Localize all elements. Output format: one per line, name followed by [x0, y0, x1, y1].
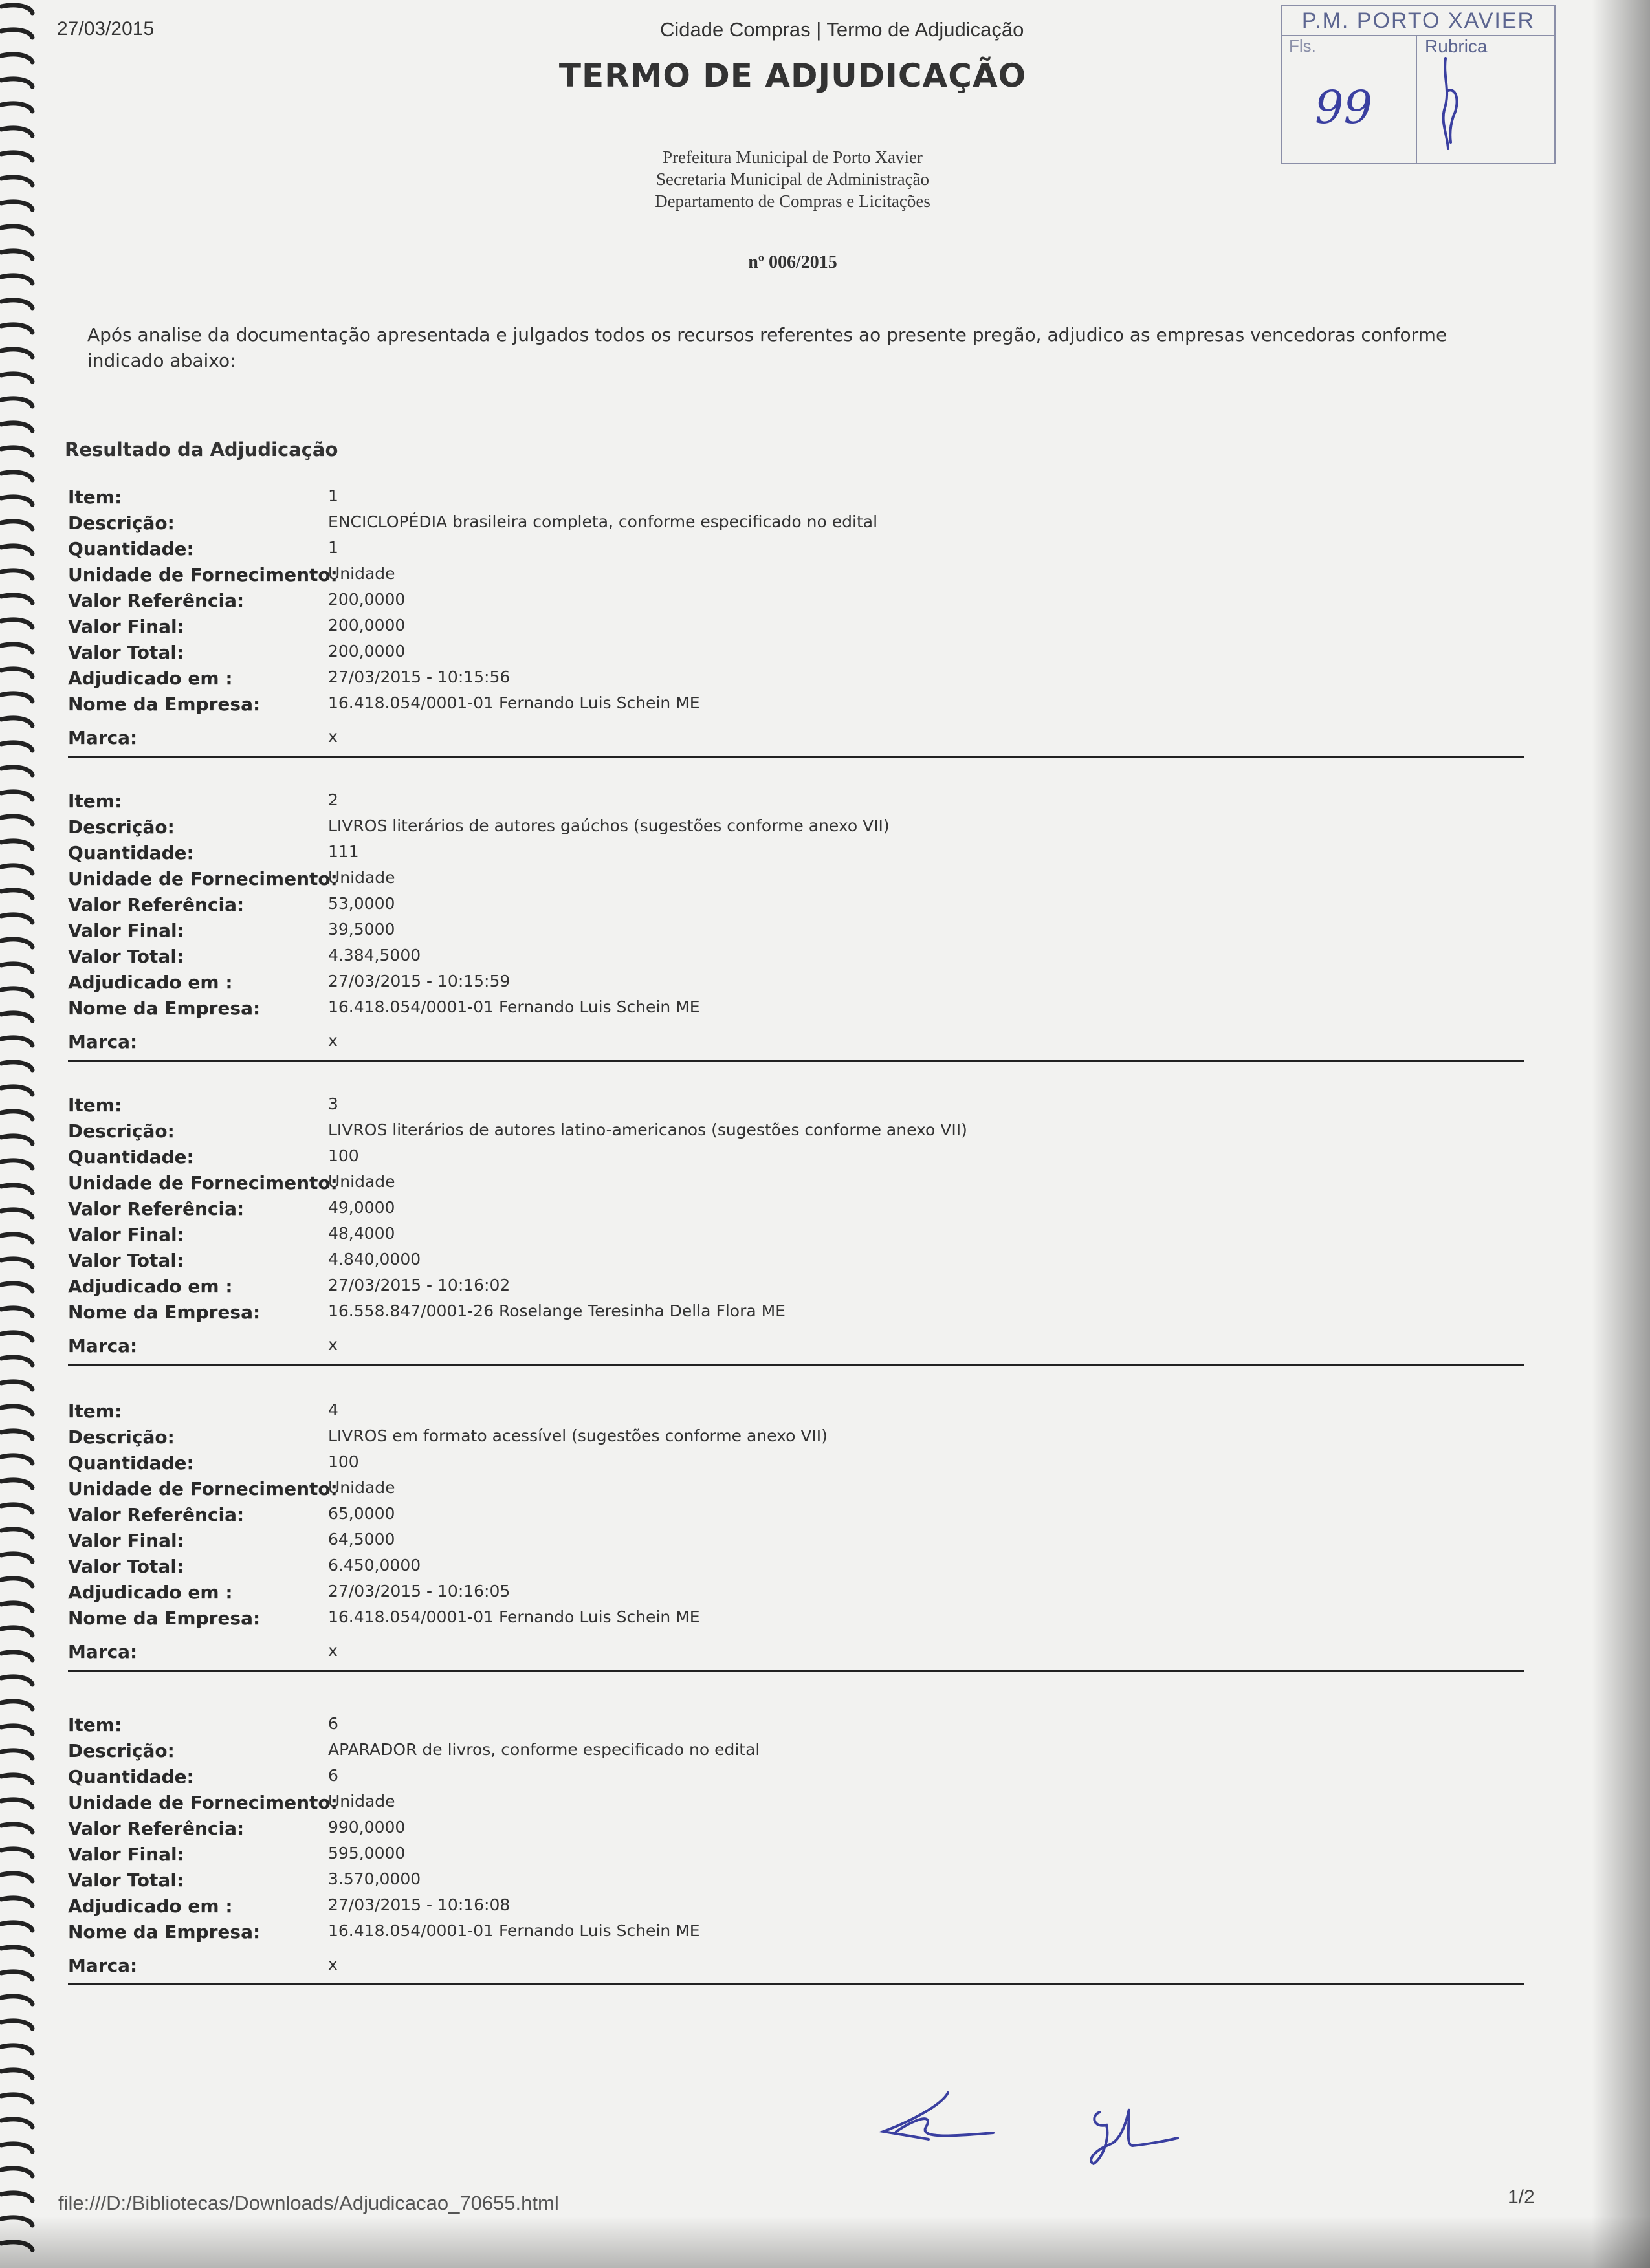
spiral-coil [1, 1701, 32, 1709]
field-value: x [328, 1031, 338, 1050]
field-label: Descrição: [68, 512, 175, 534]
print-date: 27/03/2015 [57, 18, 155, 39]
spiral-coil [1, 423, 32, 431]
field-label: Nome da Empresa: [68, 1302, 261, 1323]
field-value: 48,4000 [328, 1224, 395, 1243]
field-label: Valor Total: [68, 1870, 184, 1891]
spiral-coil [1, 1087, 32, 1095]
field-value: Unidade [328, 564, 395, 583]
field-value: 27/03/2015 - 10:16:02 [328, 1276, 511, 1294]
field-label: Item: [68, 1095, 122, 1116]
field-label: Nome da Empresa: [68, 1608, 261, 1629]
field-label: Descrição: [68, 1120, 175, 1142]
field-value: Unidade [328, 868, 395, 887]
spiral-coil [1, 5, 32, 13]
field-label: Item: [68, 486, 122, 508]
field-label: Descrição: [68, 816, 175, 838]
field-value: 990,0000 [328, 1818, 406, 1837]
item-divider [68, 1670, 1524, 1672]
field-value: x [328, 727, 338, 746]
field-value: 1 [328, 486, 338, 505]
spiral-coil [1, 915, 32, 922]
field-label: Valor Total: [68, 1250, 184, 1271]
spiral-coil [1, 1873, 32, 1881]
field-value: 4.840,0000 [328, 1250, 421, 1269]
spiral-coil [1, 1849, 32, 1857]
spiral-coil [1, 1136, 32, 1144]
field-label: Unidade de Fornecimento: [68, 1172, 338, 1194]
spiral-coil [1, 1652, 32, 1660]
field-value: Unidade [328, 1172, 395, 1191]
field-value: 3.570,0000 [328, 1870, 421, 1888]
spiral-coil [1, 1996, 32, 2004]
field-label: Item: [68, 1714, 122, 1736]
spiral-coil [1, 2119, 32, 2127]
field-label: Unidade de Fornecimento: [68, 1792, 338, 1813]
spiral-coil [1, 1333, 32, 1340]
spiral-coil [1, 1603, 32, 1611]
spiral-coil [1, 1505, 32, 1512]
field-value: LIVROS em formato acessível (sugestões conforme anexo VII) [328, 1426, 828, 1445]
field-value: 6.450,0000 [328, 1556, 421, 1575]
field-label: Quantidade: [68, 1452, 194, 1474]
spiral-coil [1, 1062, 32, 1070]
spiral-coil [1, 472, 32, 480]
stamp-folio-number: 99 [1315, 81, 1373, 134]
stamp-rubrica-label: Rubrica [1425, 36, 1488, 56]
field-label: Valor Final: [68, 1844, 184, 1865]
spiral-coil [1, 276, 32, 283]
org-line-2: Secretaria Municipal de Administração [655, 169, 930, 189]
field-label: Adjudicado em : [68, 1276, 233, 1297]
field-value: 27/03/2015 - 10:16:05 [328, 1582, 511, 1600]
section-title: Resultado da Adjudicação [65, 439, 338, 461]
field-value: 16.418.054/0001-01 Fernando Luis Schein ME [328, 1921, 700, 1940]
field-value: 16.418.054/0001-01 Fernando Luis Schein ME [328, 998, 700, 1016]
field-value: 16.558.847/0001-26 Roselange Teresinha Della Flora ME [328, 1302, 786, 1320]
spiral-coil [1, 374, 32, 382]
spiral-coil [1, 497, 32, 505]
item-divider [68, 1364, 1524, 1366]
spiral-coil [1, 30, 32, 38]
spiral-coil [1, 1898, 32, 1906]
footer-page-number: 1/2 [1508, 2186, 1535, 2208]
spiral-coil [1, 1824, 32, 1832]
spiral-coil [1, 1234, 32, 1242]
field-label: Valor Referência: [68, 1818, 245, 1839]
field-value: x [328, 1641, 338, 1660]
stamp-title: P.M. PORTO XAVIER [1282, 6, 1554, 36]
spiral-coil [1, 1677, 32, 1685]
spiral-coil [1, 1382, 32, 1390]
field-label: Valor Final: [68, 920, 184, 941]
spiral-coil [1, 1406, 32, 1414]
field-value: LIVROS literários de autores gaúchos (sugestões conforme anexo VII) [328, 816, 890, 835]
field-value: 200,0000 [328, 616, 406, 635]
field-label: Nome da Empresa: [68, 998, 261, 1019]
spiral-coil [1, 1185, 32, 1193]
spiral-coil [1, 669, 32, 677]
spiral-coil [1, 1800, 32, 1807]
field-label: Quantidade: [68, 538, 194, 560]
field-label: Quantidade: [68, 842, 194, 864]
field-label: Marca: [68, 1641, 138, 1663]
document-title: TERMO DE ADJUDICAÇÃO [558, 57, 1027, 94]
field-value: 595,0000 [328, 1844, 406, 1862]
spiral-coil [1, 2070, 32, 2078]
field-value: ENCICLOPÉDIA brasileira completa, conforme especificado no edital [328, 512, 878, 531]
spiral-coil [1, 743, 32, 750]
field-label: Descrição: [68, 1740, 175, 1761]
field-label: Unidade de Fornecimento: [68, 564, 338, 585]
spiral-coil [1, 2168, 32, 2176]
field-value: x [328, 1335, 338, 1354]
spiral-coil [1, 571, 32, 578]
spiral-coil [1, 2045, 32, 2053]
spiral-coil [1, 890, 32, 898]
folio-stamp [1281, 5, 1556, 164]
field-value: 3 [328, 1095, 338, 1113]
field-value: 6 [328, 1766, 338, 1785]
spiral-coil [1, 718, 32, 726]
spiral-coil [1, 1161, 32, 1168]
spiral-coil [1, 1972, 32, 1979]
field-value: 4.384,5000 [328, 946, 421, 965]
spiral-coil [1, 1775, 32, 1783]
org-line-1: Prefeitura Municipal de Porto Xavier [663, 147, 923, 167]
intro-paragraph: Após analise da documentação apresentada e julgados todos os recursos referentes ao presente pregão, adjudico as empresas vencedoras conforme indicado abaixo: [87, 324, 1447, 371]
spiral-coil [1, 325, 32, 333]
spiral-coil [1, 644, 32, 652]
spiral-binding [0, 0, 39, 2268]
spiral-coil [1, 988, 32, 996]
field-label: Valor Referência: [68, 894, 245, 915]
field-label: Unidade de Fornecimento: [68, 1478, 338, 1499]
print-header-title: Cidade Compras | Termo de Adjudicação [660, 18, 1024, 41]
field-value: 200,0000 [328, 642, 406, 660]
field-label: Valor Final: [68, 616, 184, 637]
field-value: 64,5000 [328, 1530, 395, 1549]
spiral-coil [1, 1283, 32, 1291]
field-label: Valor Referência: [68, 590, 245, 611]
field-label: Adjudicado em : [68, 1582, 233, 1603]
spiral-coil [1, 767, 32, 775]
field-label: Valor Total: [68, 642, 184, 663]
field-label: Descrição: [68, 1426, 175, 1448]
field-label: Valor Total: [68, 1556, 184, 1577]
spiral-coil [1, 1726, 32, 1734]
field-value: 53,0000 [328, 894, 395, 913]
field-value: 16.418.054/0001-01 Fernando Luis Schein ME [328, 693, 700, 712]
spiral-coil [1, 1431, 32, 1439]
field-label: Valor Final: [68, 1224, 184, 1245]
spiral-coil [1, 1038, 32, 1045]
field-label: Marca: [68, 1031, 138, 1052]
signature-1-icon [870, 2086, 1000, 2157]
spiral-coil [1, 2021, 32, 2029]
spiral-coil [1, 1947, 32, 1955]
rubrica-signature-icon [1431, 52, 1470, 155]
spiral-coil [1, 104, 32, 111]
field-label: Adjudicado em : [68, 1895, 233, 1917]
field-value: 27/03/2015 - 10:15:59 [328, 972, 511, 990]
field-value: LIVROS literários de autores latino-americanos (sugestões conforme anexo VII) [328, 1120, 967, 1139]
spiral-coil [1, 1554, 32, 1562]
field-value: APARADOR de livros, conforme especificado no edital [328, 1740, 760, 1759]
field-label: Quantidade: [68, 1146, 194, 1168]
page-bottom-shadow [0, 2216, 1650, 2268]
field-label: Valor Total: [68, 946, 184, 967]
spiral-coil [1, 448, 32, 455]
field-label: Valor Referência: [68, 1198, 245, 1219]
process-number: nº 006/2015 [748, 252, 837, 272]
spiral-coil [1, 1578, 32, 1586]
field-value: 65,0000 [328, 1504, 395, 1523]
field-label: Marca: [68, 1335, 138, 1357]
spiral-coil [1, 939, 32, 947]
field-value: 111 [328, 842, 359, 861]
spiral-coil [1, 1111, 32, 1119]
item-divider [68, 1060, 1524, 1062]
field-value: 27/03/2015 - 10:16:08 [328, 1895, 511, 1914]
field-value: 100 [328, 1452, 359, 1471]
field-value: 39,5000 [328, 920, 395, 939]
item-divider [68, 1983, 1524, 1985]
field-label: Valor Referência: [68, 1504, 245, 1525]
spiral-coil [1, 1750, 32, 1758]
spiral-coil [1, 866, 32, 873]
field-value: 200,0000 [328, 590, 406, 609]
spiral-coil [1, 1456, 32, 1463]
field-label: Item: [68, 791, 122, 812]
spiral-coil [1, 816, 32, 824]
spiral-coil [1, 1529, 32, 1537]
field-label: Valor Final: [68, 1530, 184, 1551]
field-label: Marca: [68, 727, 138, 748]
spiral-coil [1, 1923, 32, 1930]
field-label: Nome da Empresa: [68, 1921, 261, 1943]
signature-2-icon [1074, 2099, 1184, 2177]
spiral-coil [1, 1210, 32, 1217]
spiral-coil [1, 1308, 32, 1316]
field-value: 49,0000 [328, 1198, 395, 1217]
field-label: Nome da Empresa: [68, 693, 261, 715]
field-label: Item: [68, 1401, 122, 1422]
spiral-coil [1, 349, 32, 357]
spiral-coil [1, 792, 32, 800]
footer-file-path: file:///D:/Bibliotecas/Downloads/Adjudicacao_70655.html [58, 2192, 559, 2214]
spiral-coil [1, 841, 32, 849]
spiral-coil [1, 2095, 32, 2102]
field-value: 27/03/2015 - 10:15:56 [328, 668, 511, 686]
field-value: 4 [328, 1401, 338, 1419]
field-label: Unidade de Fornecimento: [68, 868, 338, 889]
spiral-coil [1, 693, 32, 701]
field-label: Adjudicado em : [68, 668, 233, 689]
field-value: 6 [328, 1714, 338, 1733]
spiral-coil [1, 128, 32, 136]
spiral-coil [1, 300, 32, 308]
spiral-coil [1, 595, 32, 603]
spiral-coil [1, 1628, 32, 1635]
spiral-coil [1, 964, 32, 972]
stamp-divider [1416, 35, 1417, 163]
field-value: Unidade [328, 1478, 395, 1497]
spiral-coil [1, 521, 32, 529]
spiral-coil [1, 398, 32, 406]
spiral-coil [1, 546, 32, 554]
spiral-coil [1, 1013, 32, 1021]
spiral-coil [1, 1480, 32, 1488]
page-edge-shadow [1592, 0, 1650, 2268]
spiral-coil [1, 1357, 32, 1365]
field-value: 16.418.054/0001-01 Fernando Luis Schein ME [328, 1608, 700, 1626]
spiral-coil [1, 2193, 32, 2201]
spiral-coil [1, 2144, 32, 2152]
field-value: Unidade [328, 1792, 395, 1811]
field-value: 2 [328, 791, 338, 809]
field-value: x [328, 1955, 338, 1974]
stamp-fls-label: Fls. [1289, 36, 1316, 56]
spiral-coil [1, 620, 32, 627]
field-label: Adjudicado em : [68, 972, 233, 993]
field-label: Quantidade: [68, 1766, 194, 1787]
field-label: Marca: [68, 1955, 138, 1976]
org-line-3: Departamento de Compras e Licitações [655, 191, 930, 211]
item-divider [68, 756, 1524, 758]
spiral-coil [1, 1259, 32, 1267]
field-value: 1 [328, 538, 338, 557]
spiral-coil [1, 226, 32, 234]
field-value: 100 [328, 1146, 359, 1165]
